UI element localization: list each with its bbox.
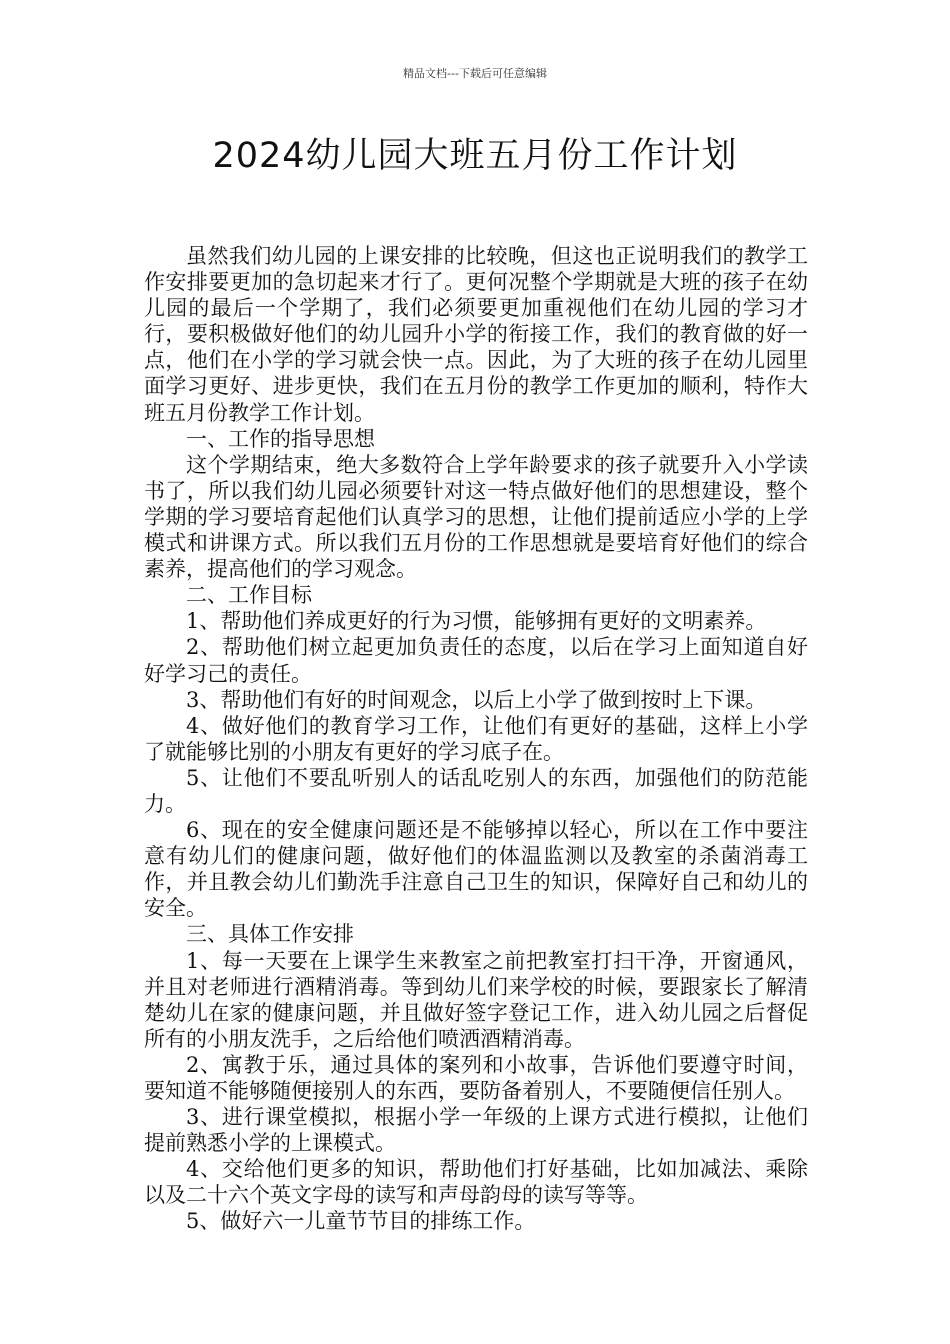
list-item: 5、让他们不要乱听别人的话乱吃别人的东西，加强他们的防范能力。	[144, 765, 808, 816]
list-item: 3、帮助他们有好的时间观念，以后上小学了做到按时上下课。	[186, 687, 767, 712]
list-item: 1、帮助他们养成更好的行为习惯，能够拥有更好的文明素养。	[186, 609, 767, 634]
list-item: 1、每一天要在上课学生来教室之前把教室打扫干净，开窗通风，并且对老师进行酒精消毒。等到幼儿们来学校的时候，要跟家长了解清楚幼儿在家的健康问题，并且做好签字登记工作，进入幼儿园之后督促所有的小朋友洗手，之后给他们喷洒酒精消毒。	[144, 948, 808, 1051]
paragraph: 这个学期结束，绝大多数符合上学年龄要求的孩子就要升入小学读书了，所以我们幼儿园必须要针对这一特点做好他们的思想建设，整个学期的学习要培育起他们认真学习的思想，让他们提前适应小学的上学模式和讲课方式。所以我们五月份的工作思想就是要培育好他们的综合素养，提高他们的学习观念。	[144, 452, 808, 582]
section-heading-1: 一、工作的指导思想	[186, 426, 375, 451]
header-note: 精品文档---下载后可任意编辑	[403, 67, 547, 80]
list-item: 4、做好他们的教育学习工作，让他们有更好的基础，这样上小学了就能够比别的小朋友有更好的学习底子在。	[144, 713, 808, 764]
document-body	[144, 243, 808, 1235]
list-item: 5、做好六一儿童节节目的排练工作。	[186, 1209, 536, 1234]
document-title: 2024幼儿园大班五月份工作计划	[212, 136, 738, 176]
list-item: 2、寓教于乐，通过具体的案列和小故事，告诉他们要遵守时间，要知道不能够随便接别人的东西，要防备着别人，不要随便信任别人。	[144, 1052, 808, 1103]
list-item: 3、进行课堂模拟，根据小学一年级的上课方式进行模拟，让他们提前熟悉小学的上课模式。	[144, 1105, 808, 1156]
paragraph-intro: 虽然我们幼儿园的上课安排的比较晚，但这也正说明我们的教学工作安排要更加的急切起来才行了。更何况整个学期就是大班的孩子在幼儿园的最后一个学期了，我们必须要更加重视他们在幼儿园的学习才行，要积极做好他们的幼儿园升小学的衔接工作，我们的教育做的好一点，他们在小学的学习就会快一点。因此，为了大班的孩子在幼儿园里面学习更好、进步更快，我们在五月份的教学工作更加的顺利，特作大班五月份教学工作计划。	[144, 244, 808, 425]
section-heading-2: 二、工作目标	[186, 583, 312, 608]
list-item: 4、交给他们更多的知识，帮助他们打好基础，比如加减法、乘除以及二十六个英文字母的读写和声母韵母的读写等等。	[144, 1157, 808, 1208]
list-item: 2、帮助他们树立起更加负责任的态度，以后在学习上面知道自好好学习己的责任。	[144, 635, 808, 686]
section-heading-3: 三、具体工作安排	[186, 922, 354, 947]
list-item: 6、现在的安全健康问题还是不能够掉以轻心，所以在工作中要注意有幼儿们的健康问题，做好他们的体温监测以及教室的杀菌消毒工作，并且教会幼儿们勤洗手注意自己卫生的知识，保障好自己和幼儿的安全。	[144, 818, 808, 921]
